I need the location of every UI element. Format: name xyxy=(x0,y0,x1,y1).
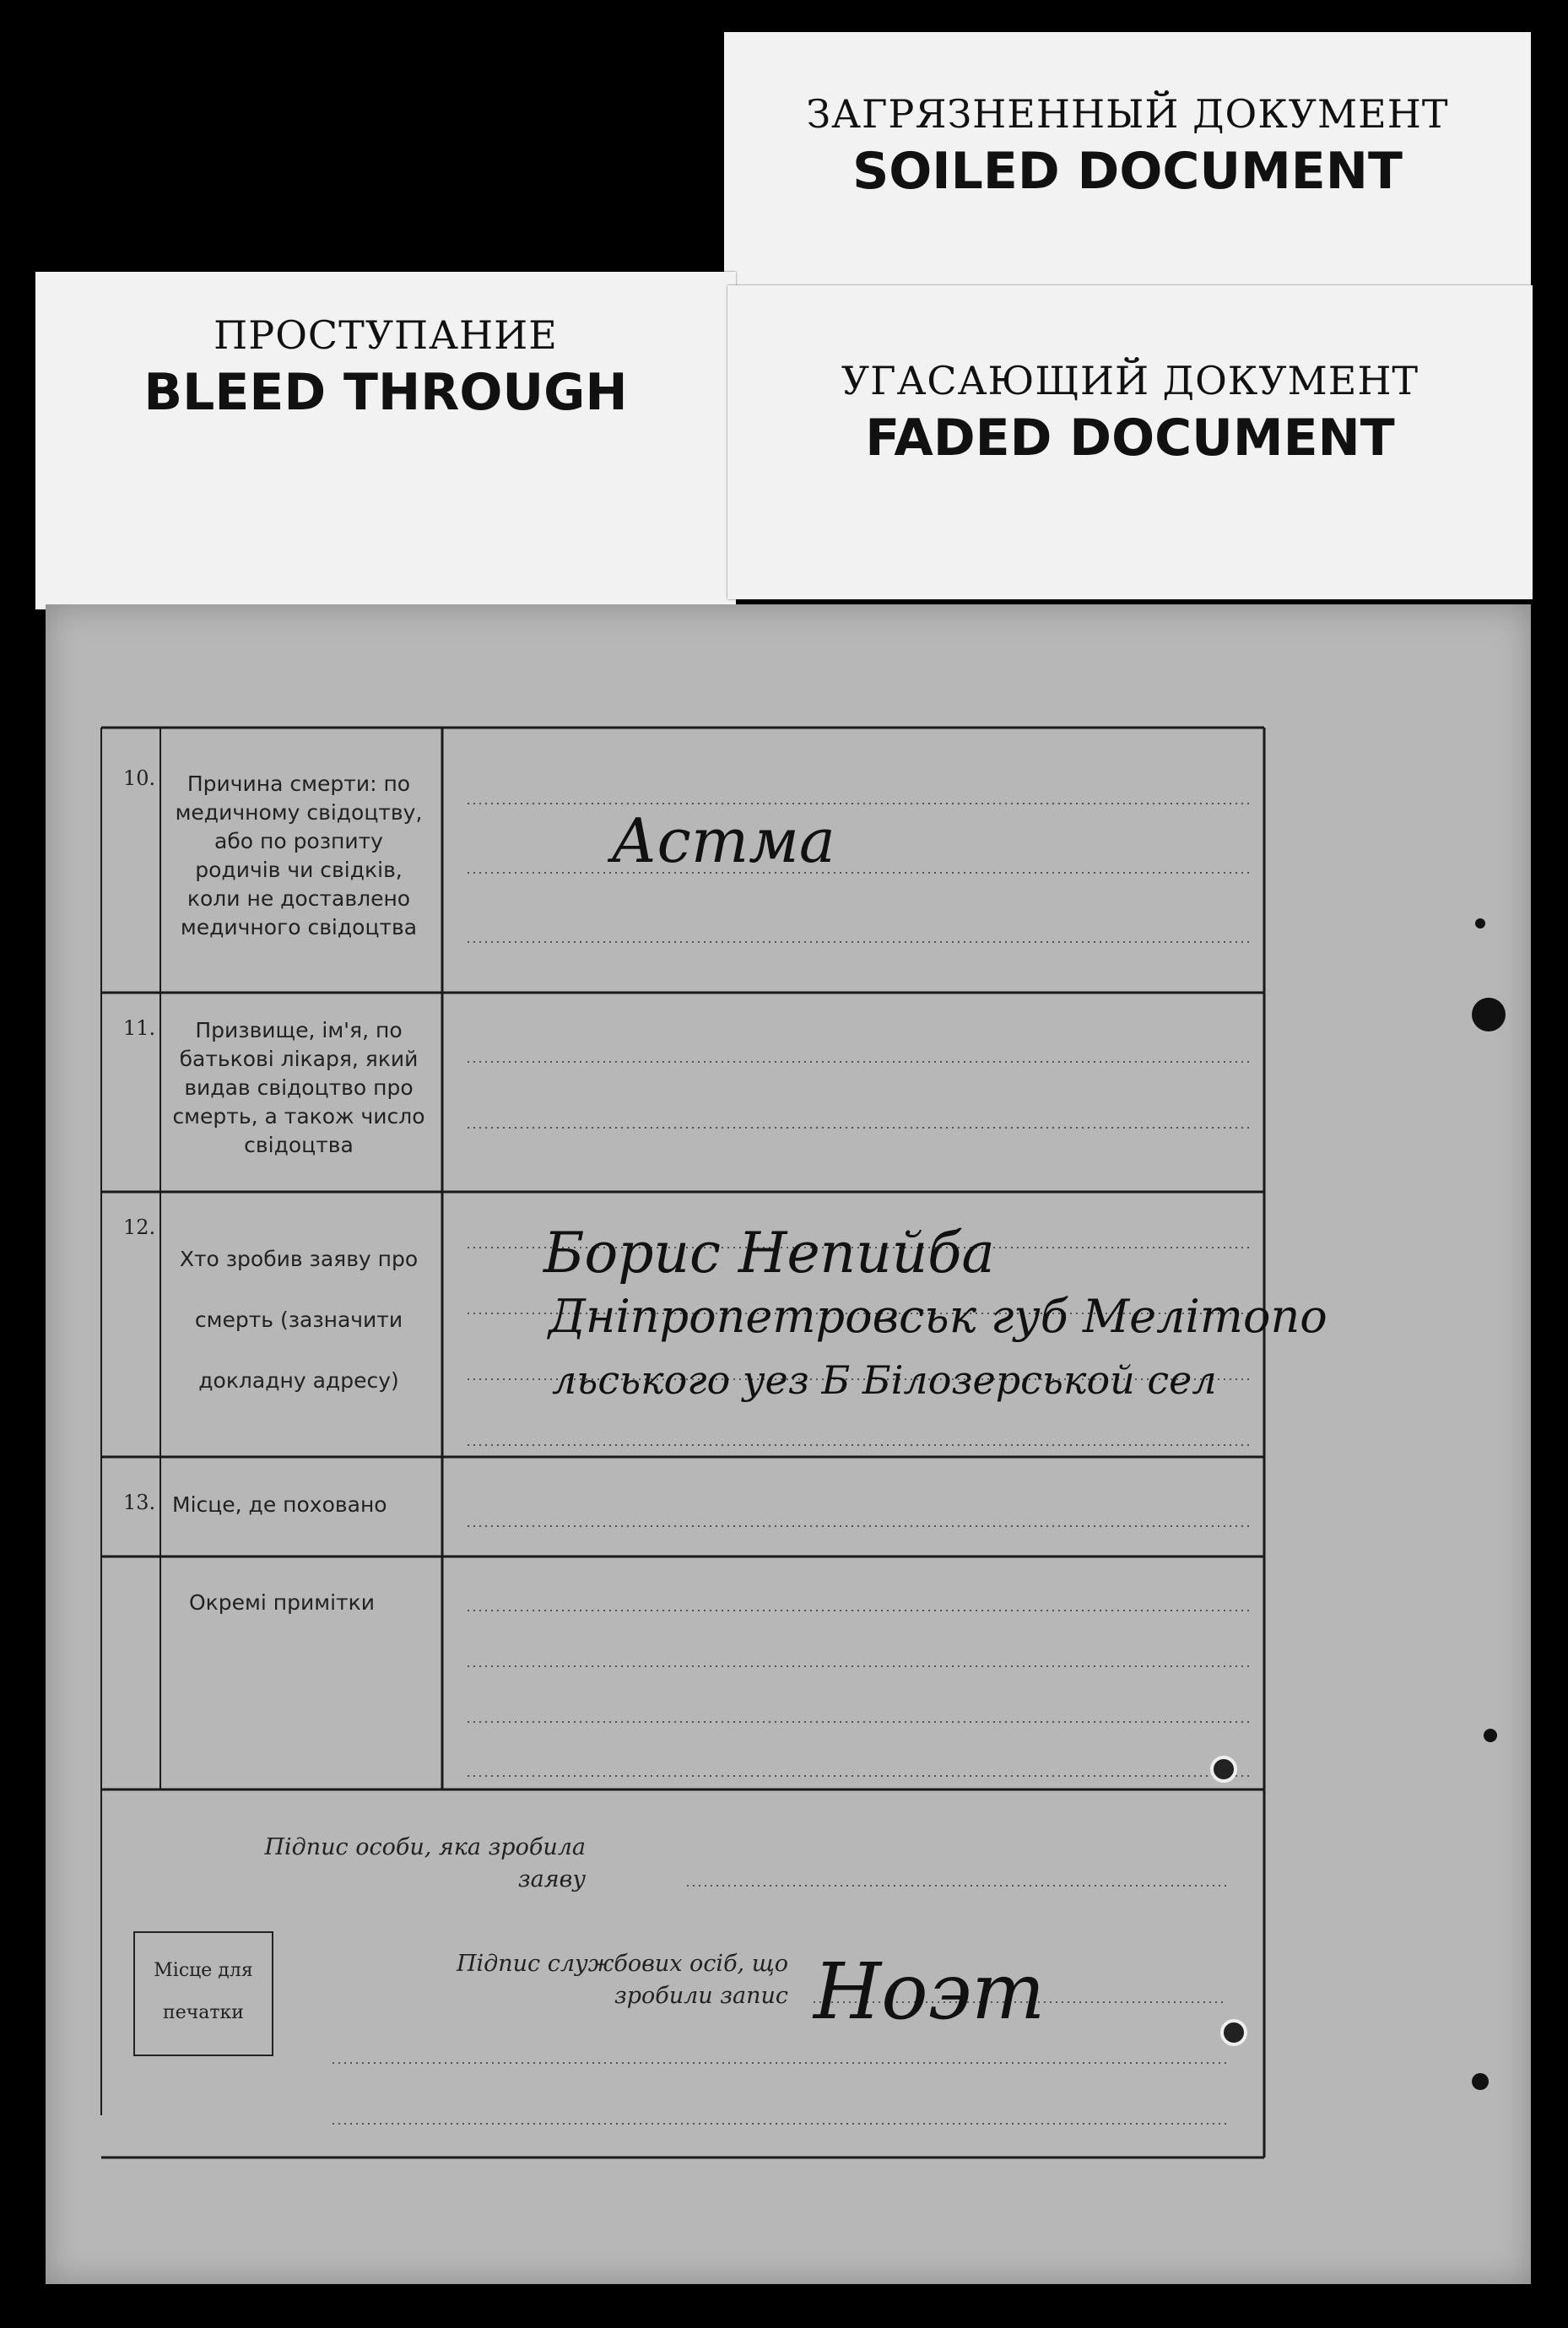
bleed-through-label xyxy=(35,272,736,609)
faded-label-en: FADED DOCUMENT xyxy=(865,409,1395,468)
soiled-label-ru: ЗАГРЯЗНЕННЫЙ ДОКУМЕНТ xyxy=(806,91,1449,137)
declarant-signature-label: Підпис особи, яка зробила заяву xyxy=(264,1834,586,1892)
stamp-place-box: Місце для печатки xyxy=(133,1931,273,2056)
officials-signature-label: Підпис службових осіб, що зробили запис xyxy=(456,1951,788,2009)
faded-document-label xyxy=(727,285,1533,599)
row-13-label: Місце, де поховано xyxy=(172,1492,387,1517)
soiled-label-en: SOILED DOCUMENT xyxy=(852,142,1403,201)
bleed-label-en: BLEED THROUGH xyxy=(143,363,628,422)
row-12-number: 12. xyxy=(123,1215,156,1239)
officials-signature-handwriting: Ноэт xyxy=(814,1946,1046,2037)
row-12-handwriting-line-3: льського уез Б Білозерськой сел xyxy=(552,1357,1217,1403)
row-12-label: Хто зробив заяву про смерть (зазначити докладну адресу) xyxy=(179,1247,419,1393)
row-10-handwriting: Астма xyxy=(611,805,835,876)
row-11-label: Призвище, ім'я, по батькові лікаря, який видав свідоцтво про смерть, а також число свідоцтва xyxy=(172,1018,425,1157)
row-10-number: 10. xyxy=(123,766,156,790)
bleed-label-ru: ПРОСТУПАНИЕ xyxy=(214,312,558,358)
faded-label-ru: УГАСАЮЩИЙ ДОКУМЕНТ xyxy=(841,358,1419,403)
row-11-number: 11. xyxy=(123,1016,156,1040)
row-13-number: 13. xyxy=(123,1491,156,1514)
row-10-label: Причина смерти: по медичному свідоцтву, або по розпиту родичів чи свідків, коли не доставлено медичного свідоцтва xyxy=(175,771,423,939)
row-12-handwriting-line-2: Дніпропетровськ губ Мелітопо xyxy=(549,1290,1327,1343)
document-page xyxy=(46,604,1531,2284)
soiled-document-label xyxy=(724,32,1531,294)
row-12-handwriting-line-1: Борис Непийба xyxy=(543,1221,995,1286)
notes-label: Окремі примітки xyxy=(189,1590,375,1615)
